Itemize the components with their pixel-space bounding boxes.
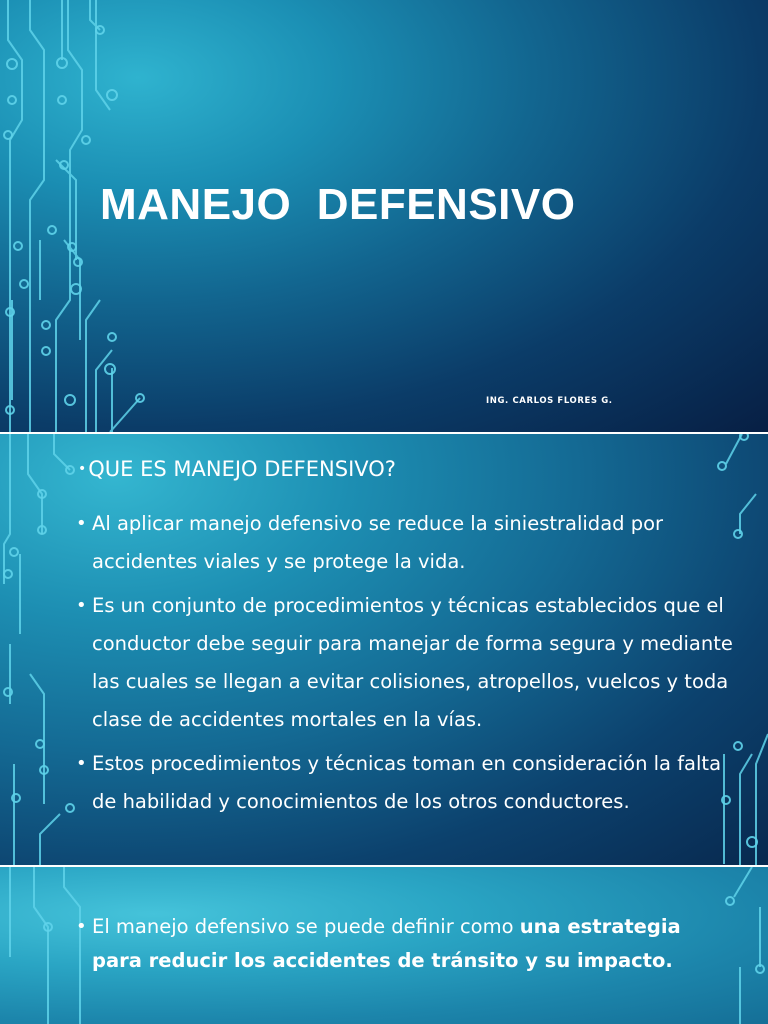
author-name: ING. CARLOS FLORES G. (486, 396, 613, 406)
list-item: • Al aplicar manejo defensivo se reduce la siniestralidad por accidentes viales y se protege la vida. (76, 505, 736, 581)
title-slide (0, 0, 768, 432)
list-item: • Es un conjunto de procedimientos y técnicas establecidos que el conductor debe seguir para manejar de forma segura y mediante las cuales se llegan a evitar colisiones, atropellos, vuelcos y toda clase de accidentes mortales en la vías. (76, 587, 736, 739)
slide-title: MANEJO DEFENSIVO (100, 180, 576, 229)
list-item: • El manejo defensivo se puede definir como una estrategia para reducir los accidentes de tránsito y su impacto. (76, 910, 696, 978)
bullet-list (76, 505, 736, 827)
slide-heading: •QUE ES MANEJO DEFENSIVO? (78, 457, 396, 481)
bullet-list-2 (76, 910, 696, 978)
list-item: • Estos procedimientos y técnicas toman en consideración la falta de habilidad y conocimientos de los otros conductores. (76, 745, 736, 821)
